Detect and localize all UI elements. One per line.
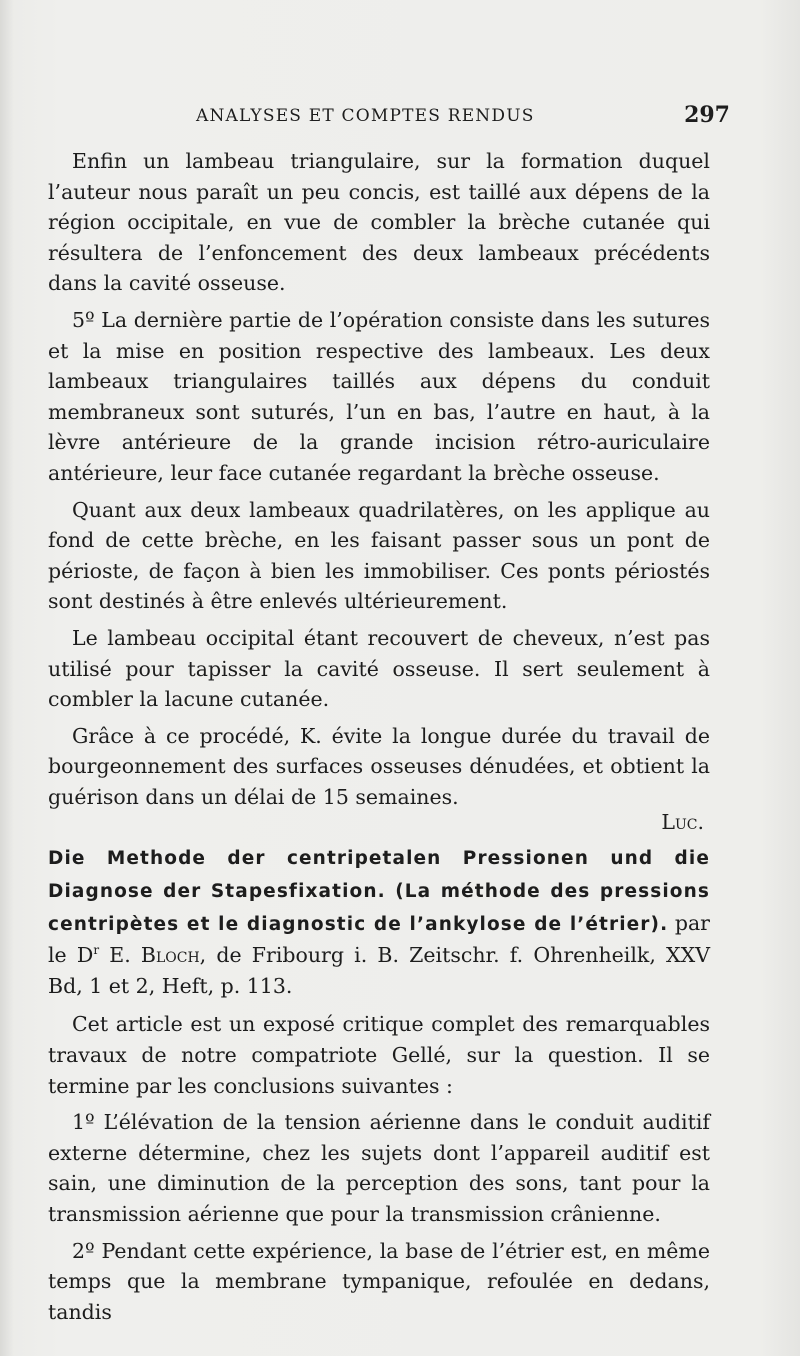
bibliographic-entry: Die Methode der centripetalen Pressionen und die Diagnose der Stapesfixation. (La méthode des pressions centripètes et le diagnostic de l’ankylose de l’étrier). par le $D^r$ E. Bloch, de Fribourg i. B. Zeitschr. f. Ohrenheilk, XXV Bd, 1 et 2, Heft, p. 113.	[48, 848, 711, 998]
entry-title: Die Methode der centripetalen Pressionen und die Diagnose der Stapesfixation. (La méthode des pressions centripètes et le diagnostic de l’ankylose de l’étrier).	[48, 848, 710, 935]
page-header	[196, 102, 730, 132]
entry-source: , de Fribourg i. B. Zeitschr. f. Ohrenheilk, XXV Bd, 1 et 2, Heft, p. 113.	[48, 943, 711, 998]
paragraph: Enfin un lambeau triangulaire, sur la formation duquel l’auteur nous paraît un peu concis, est taillé aux dépens de la région occipitale, en vue de combler la brèche cutanée qui résultera de l’enfoncement des deux lambeaux précédents dans la cavité osseuse.	[48, 149, 710, 296]
paragraph: Grâce à ce procédé, K. évite la longue durée du travail de bourgeonnement des surfaces osseuses dénudées, et obtient la guérison dans un délai de 15 semaines.	[48, 723, 710, 809]
page-number: 297	[684, 102, 730, 128]
running-title: ANALYSES ET COMPTES RENDUS	[196, 106, 535, 126]
paragraph: 5º La dernière partie de l’opération consiste dans les sutures et la mise en position respective des lambeaux. Les deux lambeaux triangulaires taillés aux dépens du conduit membraneux sont suturés, l’un en bas, l’autre en haut, à la lèvre antérieure de la grande incision rétro-auriculaire antérieure, leur face cutanée regardant la brèche osseuse.	[48, 307, 710, 485]
signature: Luc.	[661, 810, 704, 835]
paragraph: Le lambeau occipital étant recouvert de cheveux, n’est pas utilisé pour tapisser la cavité osseuse. Il sert seulement à combler la lacune cutanée.	[48, 625, 710, 712]
page-body	[48, 146, 710, 1327]
entry-author: E. Bloch	[99, 943, 200, 968]
paragraph: 2º Pendant cette expérience, la base de l’étrier est, en même temps que la membrane tympanique, refoulée en dedans, tandis	[48, 1238, 710, 1324]
paragraph: Quant aux deux lambeaux quadrilatères, on les applique au fond de cette brèche, en les faisant passer sous un pont de périoste, de façon à bien les immobiliser. Ces ponts périostés sont destinés à être enlevés ultérieurement.	[48, 497, 710, 614]
paragraph: Cet article est un exposé critique complet des remarquables travaux de notre compatriote Gellé, sur la question. Il se termine par les conclusions suivantes :	[48, 1012, 710, 1098]
paragraph: 1º L’élévation de la tension aérienne dans le conduit auditif externe détermine, chez les sujets dont l’appareil auditif est sain, une diminution de la perception des sons, tant pour la transmission aérienne que pour la transmission crânienne.	[48, 1110, 710, 1226]
